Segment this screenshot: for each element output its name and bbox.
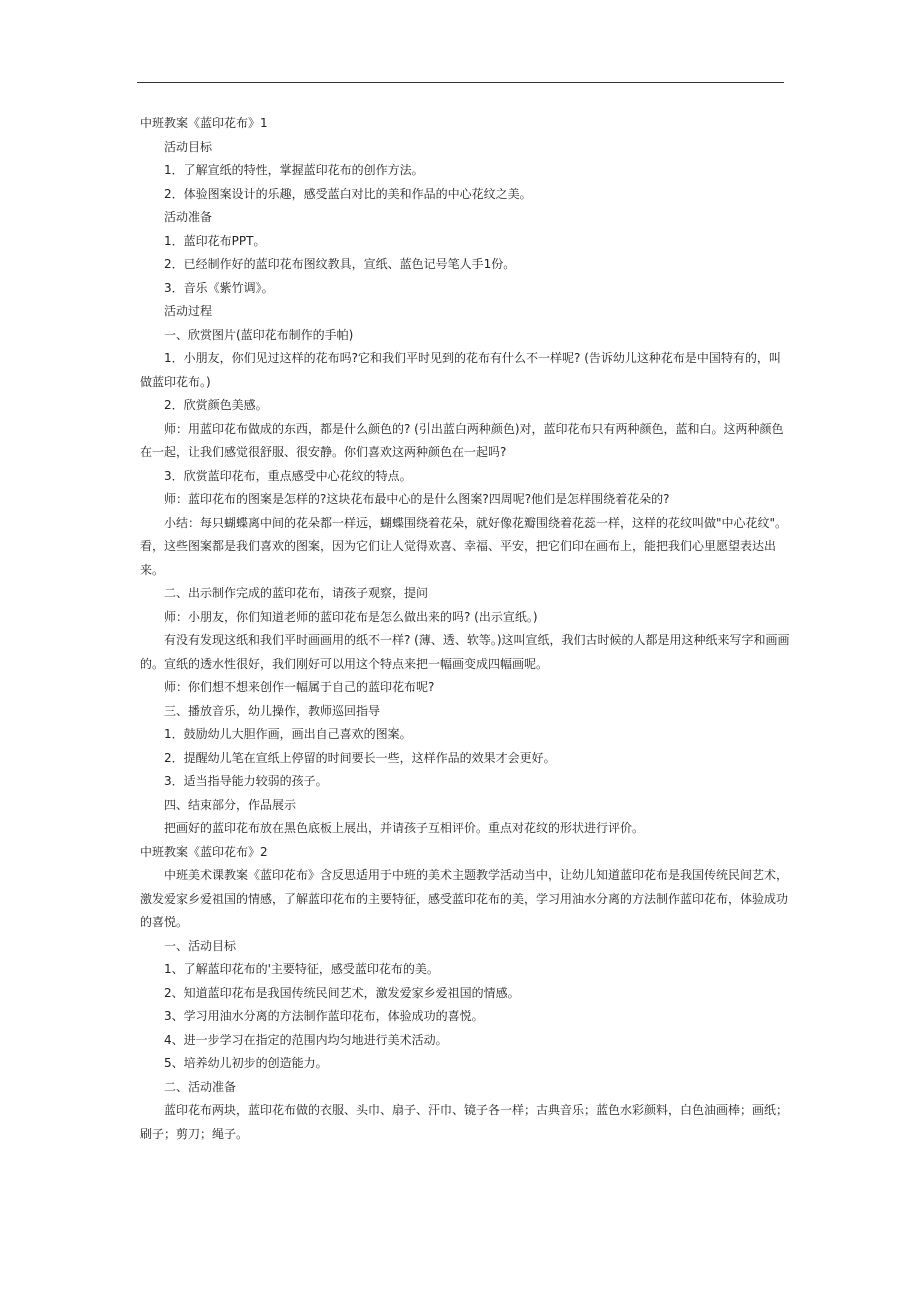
paragraph: 活动准备 — [164, 210, 213, 224]
paragraph: 有没有发现这纸和我们平时画画用的纸不一样? (薄、透、软等。)这叫宣纸，我们古时候的人都是用这种纸来写字和画画的。宣纸的透水性很好，我们刚好可以用这个特点来把一幅画变成四幅画呢。 — [140, 633, 790, 671]
paragraph: 小结：每只蝴蝶离中间的花朵都一样远，蝴蝶围绕着花朵，就好像花瓣围绕着花蕊一样，这样的花纹叫做"中心花纹"。看，这些图案都是我们喜欢的图案，因为它们让人觉得欢喜、幸福、平安，把它们印在画布上，能把我们心里愿望表达出来。 — [140, 515, 788, 577]
paragraph: 四、结束部分，作品展示 — [164, 797, 297, 812]
paragraph: 1．小朋友，你们见过这样的花布吗?它和我们平时见到的花布有什么不一样呢? (告诉幼儿这种花布是中国特有的，叫做蓝印花布。) — [140, 351, 781, 389]
paragraph: 师：蓝印花布的图案是怎样的?这块花布最中心的是什么图案?四周呢?他们是怎样围绕着花朵的? — [164, 492, 670, 506]
section-heading: 中班教案《蓝印花布》1 — [140, 116, 268, 130]
paragraph: 1．鼓励幼儿大胆作画，画出自己喜欢的图案。 — [164, 727, 412, 741]
paragraph: 二、出示制作完成的蓝印花布，请孩子观察，提问 — [164, 586, 429, 600]
paragraph: 2．提醒幼儿笔在宣纸上停留的时间要长一些，这样作品的效果才会更好。 — [164, 750, 556, 765]
paragraph: 三、播放音乐，幼儿操作，教师巡回指导 — [164, 703, 381, 718]
paragraph: 师：你们想不想来创作一幅属于自己的蓝印花布呢? — [164, 680, 435, 694]
paragraph: 1．蓝印花布PPT。 — [164, 233, 266, 248]
paragraph: 活动目标 — [164, 139, 213, 154]
paragraph: 4、进一步学习在指定的范围内均匀地进行美术活动。 — [164, 1032, 448, 1047]
paragraph: 把画好的蓝印花布放在黑色底板上展出，并请孩子互相评价。重点对花纹的形状进行评价。 — [164, 821, 645, 835]
paragraph: 一、欣赏图片(蓝印花布制作的手帕) — [164, 327, 354, 342]
paragraph: 活动过程 — [164, 304, 213, 318]
paragraph: 中班美术课教案《蓝印花布》含反思适用于中班的美术主题教学活动当中，让幼儿知道蓝印花布是我国传统民间艺术，激发爱家乡爱祖国的情感，了解蓝印花布的主要特征，感受蓝印花布的美，学习用油水分离的方法制作蓝印花布，体验成功的喜悦。 — [140, 868, 789, 929]
paragraph: 2．体验图案设计的乐趣，感受蓝白对比的美和作品的中心花纹之美。 — [164, 186, 532, 201]
document-body — [140, 112, 790, 1146]
paragraph: 2、知道蓝印花布是我国传统民间艺术，激发爱家乡爱祖国的情感。 — [164, 985, 520, 1000]
paragraph: 1．了解宣纸的特性，掌握蓝印花布的创作方法。 — [164, 163, 424, 177]
paragraph: 2．欣赏颜色美感。 — [164, 398, 268, 412]
paragraph: 3．适当指导能力较弱的孩子。 — [164, 774, 328, 788]
paragraph: 一、活动目标 — [164, 938, 237, 953]
paragraph: 1、了解蓝印花布的'主要特征，感受蓝印花布的美。 — [164, 962, 439, 976]
paragraph: 二、活动准备 — [164, 1079, 237, 1094]
header-rule — [137, 82, 784, 83]
paragraph: 3．欣赏蓝印花布，重点感受中心花纹的特点。 — [164, 468, 412, 483]
paragraph: 师：用蓝印花布做成的东西，都是什么颜色的? (引出蓝白两种颜色)对，蓝印花布只有两种颜色，蓝和白。这两种颜色在一起，让我们感觉很舒服、很安静。你们喜欢这两种颜色在一起吗? — [140, 421, 784, 459]
paragraph: 3．音乐《紫竹调》。 — [164, 280, 274, 295]
paragraph: 师：小朋友，你们知道老师的蓝印花布是怎么做出来的吗? (出示宣纸。) — [164, 609, 538, 624]
paragraph: 3、学习用油水分离的方法制作蓝印花布，体验成功的喜悦。 — [164, 1009, 484, 1023]
paragraph: 2．已经制作好的蓝印花布图纹教具，宣纸、蓝色记号笔人手1份。 — [164, 257, 516, 271]
paragraph: 蓝印花布两块，蓝印花布做的衣服、头巾、扇子、汗巾、镜子各一样；古典音乐；蓝色水彩颜料，白色油画棒；画纸；刷子；剪刀；绳子。 — [140, 1103, 789, 1141]
section-heading: 中班教案《蓝印花布》2 — [140, 844, 268, 859]
paragraph: 5、培养幼儿初步的创造能力。 — [164, 1056, 328, 1070]
